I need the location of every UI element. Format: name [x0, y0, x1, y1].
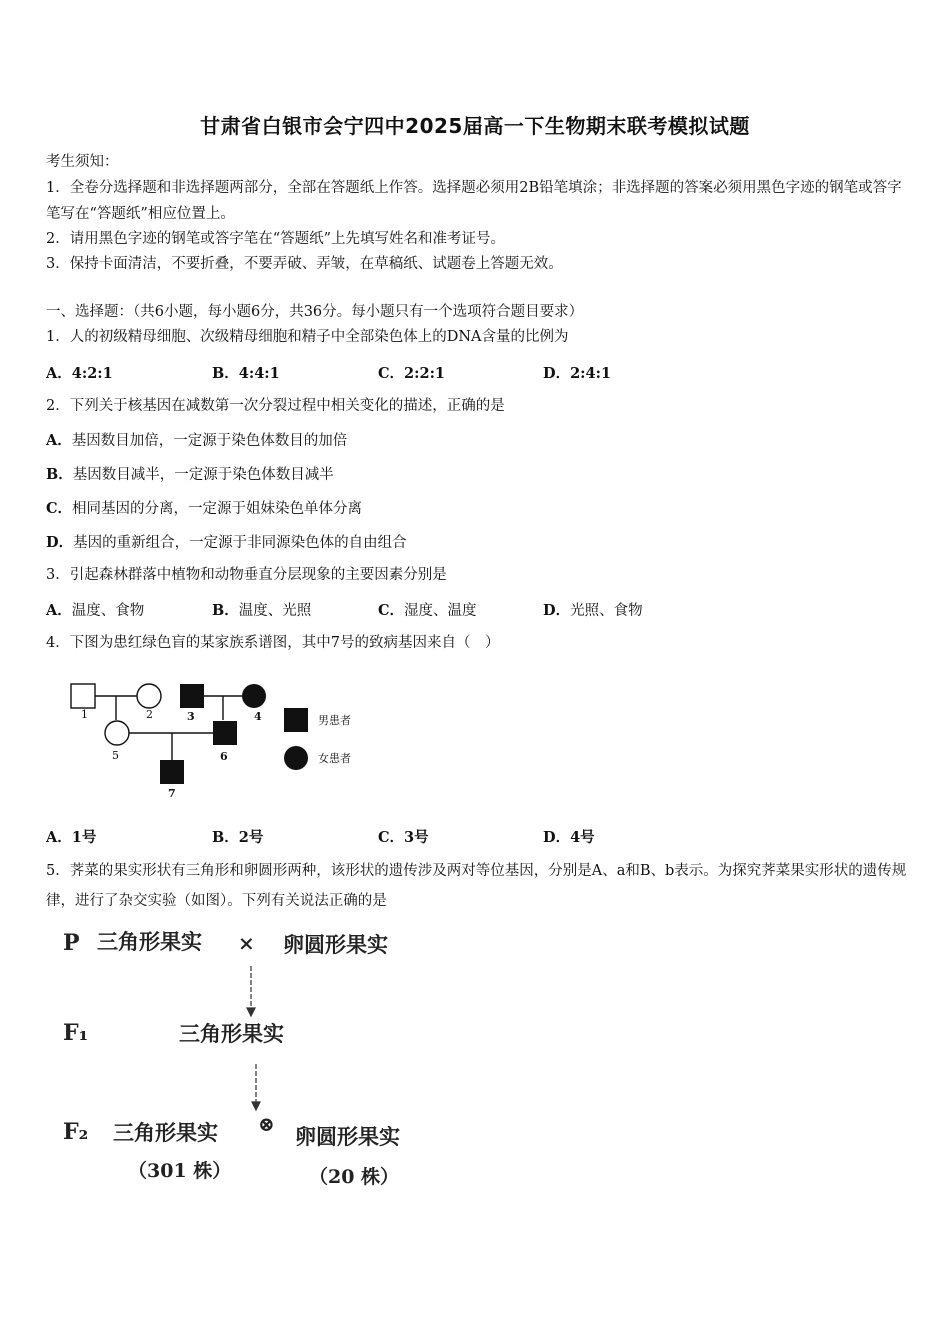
arrowhead-f1-to-f2 — [252, 1102, 260, 1110]
cross-f2-label: F₂ — [63, 1119, 89, 1145]
option-letter: D． — [543, 602, 571, 619]
option-text: 温度、食物 — [71, 603, 145, 619]
cross-f1-text: 三角形果实 — [179, 1021, 284, 1046]
pedigree-label-6: 6 — [220, 750, 228, 763]
option-4d[interactable] — [543, 826, 595, 847]
option-2b[interactable] — [46, 463, 334, 484]
option-text: 1号 — [71, 829, 97, 846]
cross-self-symbol: ⊗ — [258, 1112, 275, 1136]
option-letter: A． — [46, 829, 72, 846]
individual-3-affected-male — [180, 684, 204, 708]
option-letter: A． — [46, 602, 72, 619]
option-letter: D． — [543, 365, 571, 382]
option-1c[interactable] — [378, 362, 445, 383]
question-4 — [46, 633, 499, 653]
page-title: 甘肃省白银市会宁四中2025届高一下生物期末联考模拟试题 — [200, 114, 750, 138]
pedigree-label-2: 2 — [146, 708, 153, 721]
question-number: 4． — [46, 635, 70, 651]
option-3c[interactable] — [378, 599, 477, 620]
question-text: 下图为患红绿色盲的某家族系谱图，其中7号的致病基因来自（ ） — [69, 635, 500, 651]
cross-times: × — [238, 931, 255, 955]
option-text: 4:4:1 — [238, 365, 280, 382]
cross-diagram — [55, 922, 425, 1202]
option-letter: D． — [46, 534, 74, 551]
cross-p-label: P — [63, 930, 80, 956]
individual-6-affected-male — [213, 721, 237, 745]
question-2 — [46, 396, 505, 416]
option-letter: D． — [543, 829, 571, 846]
legend-female-symbol — [284, 746, 308, 770]
option-4a[interactable] — [46, 826, 96, 847]
pedigree-label-3: 3 — [187, 710, 195, 723]
option-text: 基因的重新组合，一定源于非同源染色体的自由组合 — [73, 535, 407, 551]
notice-item-3: 3．保持卡面清洁，不要折叠，不要弄破、弄皱，在草稿纸、试题卷上答题无效。 — [46, 256, 563, 272]
option-text: 湿度、温度 — [404, 603, 477, 619]
legend-male-label: 男患者 — [318, 714, 351, 727]
individual-5-normal-female — [105, 721, 129, 745]
option-text: 4号 — [570, 829, 595, 846]
individual-2-normal-female — [137, 684, 161, 708]
option-3a[interactable] — [46, 599, 144, 620]
cross-f2-left-count: （301 株） — [128, 1160, 232, 1182]
legend-male-symbol — [284, 708, 308, 732]
pedigree-label-1: 1 — [81, 708, 88, 721]
question-number: 3． — [46, 567, 70, 583]
option-1a[interactable] — [46, 362, 113, 383]
option-3d[interactable] — [543, 599, 643, 620]
option-text: 4:2:1 — [71, 365, 113, 382]
option-text: 相同基因的分离，一定源于姐妹染色单体分离 — [72, 501, 363, 517]
section-heading: 一、选择题：（共6小题，每小题6分，共36分。每小题只有一个选项符合题目要求） — [46, 304, 584, 320]
cross-f1-label: F₁ — [63, 1020, 89, 1046]
question-number: 1． — [46, 329, 70, 345]
question-5 — [46, 856, 908, 916]
option-text: 温度、光照 — [238, 603, 312, 619]
option-4c[interactable] — [378, 826, 429, 847]
arrowhead-p-to-f1 — [247, 1008, 255, 1016]
option-text: 基因数目减半，一定源于染色体数目减半 — [72, 467, 334, 483]
pedigree-label-4: 4 — [254, 710, 262, 723]
option-text: 3号 — [404, 829, 429, 846]
cross-f2-left: 三角形果实 — [113, 1120, 218, 1145]
pedigree-label-7: 7 — [168, 787, 176, 800]
individual-4-affected-female — [242, 684, 266, 708]
option-letter: B． — [212, 602, 239, 619]
option-letter: A． — [46, 365, 72, 382]
option-2d[interactable] — [46, 531, 407, 552]
cross-p-right: 卵圆形果实 — [283, 932, 388, 957]
option-letter: A． — [46, 432, 72, 449]
individual-1-normal-male — [71, 684, 95, 708]
option-2c[interactable] — [46, 497, 362, 518]
option-text: 2号 — [238, 829, 264, 846]
option-text: 2:2:1 — [404, 365, 446, 382]
option-1b[interactable] — [212, 362, 280, 383]
notice-heading: 考生须知： — [46, 154, 119, 170]
pedigree-chart — [60, 676, 380, 806]
notice-item-1: 1．全卷分选择题和非选择题两部分，全部在答题纸上作答。选择题必须用2B铅笔填涂；非选择题的答案必须用黑色字迹的钢笔或答字笔写在“答题纸”相应位置上。 — [46, 180, 902, 222]
question-text: 荠菜的果实形状有三角形和卵圆形两种，该形状的遗传涉及两对等位基因，分别是A、a和B、b表示。为探究荠菜果实形状的遗传规律，进行了杂交实验（如图）。下列有关说法正确的是 — [46, 863, 907, 909]
option-3b[interactable] — [212, 599, 311, 620]
option-text: 光照、食物 — [570, 603, 643, 619]
cross-f2-right: 卵圆形果实 — [295, 1124, 400, 1149]
option-letter: C． — [378, 829, 405, 846]
question-1 — [46, 327, 569, 347]
option-text: 基因数目加倍，一定源于染色体数目的加倍 — [71, 433, 348, 449]
individual-7-affected-male — [160, 760, 184, 784]
question-text: 引起森林群落中植物和动物垂直分层现象的主要因素分别是 — [69, 567, 447, 583]
cross-f2-right-count: （20 株） — [309, 1166, 400, 1188]
option-text: 2:4:1 — [570, 365, 612, 382]
option-letter: C． — [378, 365, 405, 382]
notice-item-2: 2．请用黑色字迹的钢笔或答字笔在“答题纸”上先填写姓名和准考证号。 — [46, 231, 506, 247]
option-letter: B． — [212, 829, 239, 846]
option-letter: C． — [378, 602, 405, 619]
question-number: 5． — [46, 863, 70, 879]
pedigree-label-5: 5 — [112, 749, 119, 762]
legend-female-label: 女患者 — [318, 752, 351, 765]
question-3 — [46, 565, 447, 585]
option-2a[interactable] — [46, 429, 347, 450]
option-1d[interactable] — [543, 362, 611, 383]
question-number: 2． — [46, 398, 70, 414]
cross-p-left: 三角形果实 — [97, 929, 202, 954]
question-text: 人的初级精母细胞、次级精母细胞和精子中全部染色体上的DNA含量的比例为 — [69, 329, 569, 345]
option-letter: C． — [46, 500, 73, 517]
option-letter: B． — [46, 466, 73, 483]
option-4b[interactable] — [212, 826, 263, 847]
option-letter: B． — [212, 365, 239, 382]
question-text: 下列关于核基因在减数第一次分裂过程中相关变化的描述，正确的是 — [69, 398, 505, 414]
